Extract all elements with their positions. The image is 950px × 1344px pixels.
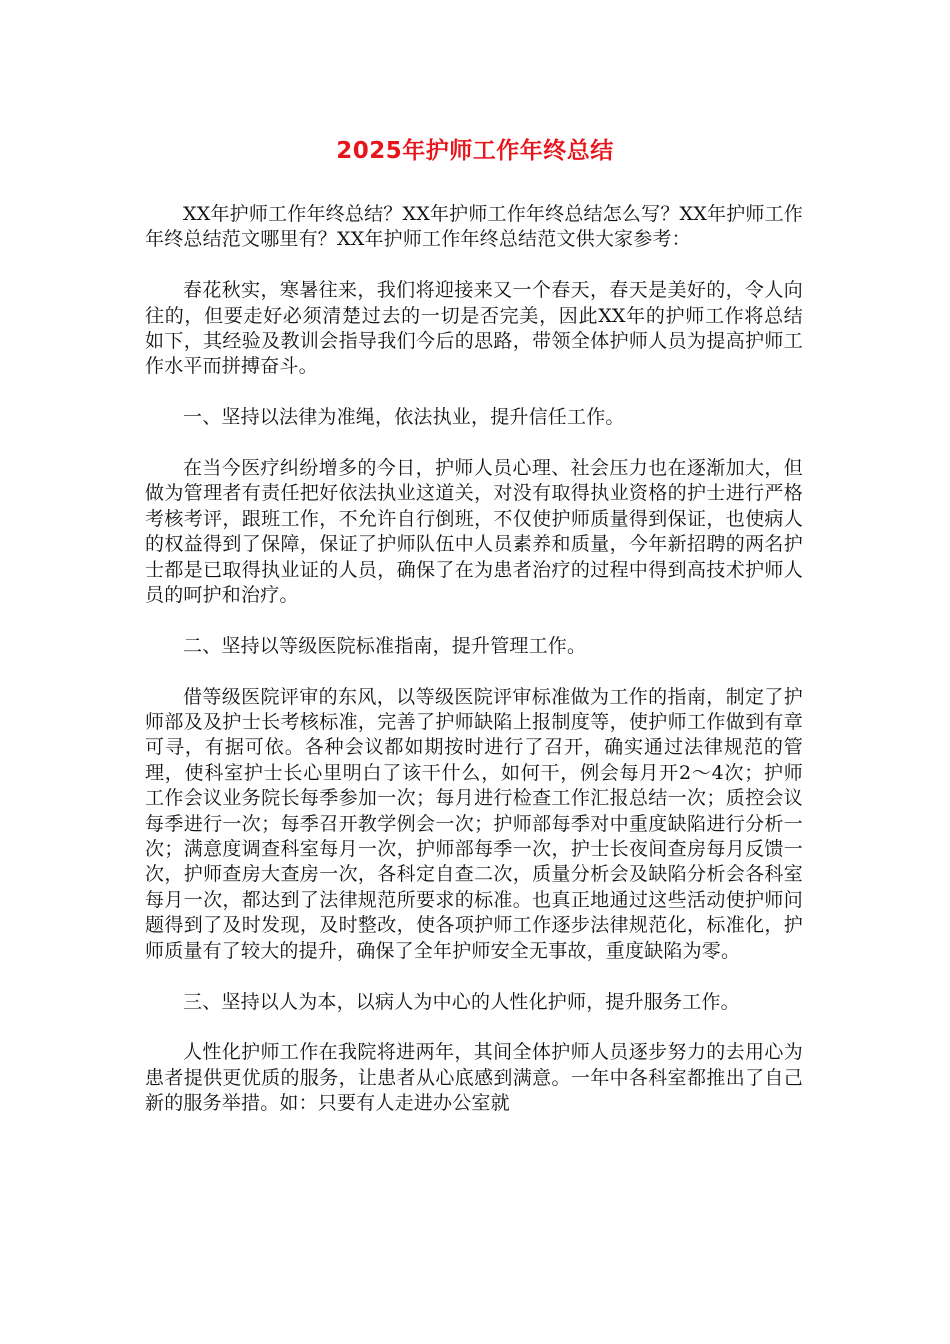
section-heading-2: 二、坚持以等级医院标准指南，提升管理工作。 (183, 634, 587, 657)
opening-paragraph: 春花秋实，寒暑往来，我们将迎接来又一个春天，春天是美好的，令人向往的，但要走好必须清楚过去的一切是否完美，因此XX年的护师工作将总结如下，其经验及教训会指导我们今后的思路，带领全体护师人员为提高护师工作水平而拼搏奋斗。 (145, 279, 803, 378)
document-title: 2025年护师工作年终总结 (336, 138, 614, 164)
intro-paragraph: XX年护师工作年终总结？XX年护师工作年终总结怎么写？XX年护师工作年终总结范文哪里有？XX年护师工作年终总结范文供大家参考： (145, 203, 803, 251)
section-2-paragraph: 借等级医院评审的东风，以等级医院评审标准做为工作的指南，制定了护师部及及护士长考核标准，完善了护师缺陷上报制度等，使护师工作做到有章可寻，有据可依。各种会议都如期按时进行了召开，确实通过法律规范的管理，使科室护士长心里明白了该干什么，如何干，例会每月开2～4次；护师工作会议业务院长每季参加一次；每月进行检查工作汇报总结一次；质控会议每季进行一次；每季召开教学例会一次；护师部每季对中重度缺陷进行分析一次；满意度调查科室每月一次，护师部每季一次，护士长夜间查房每月反馈一次，护师查房大查房一次，各科定自查二次，质量分析会及缺陷分析会各科室每月一次，都达到了法律规范所要求的标准。也真正地通过这些活动使护师问题得到了及时发现，及时整改，使各项护师工作逐步法律规范化，标准化，护师质量有了较大的提升，确保了全年护师安全无事故，重度缺陷为零。 (145, 685, 803, 962)
section-heading-1: 一、坚持以法律为准绳，依法执业，提升信任工作。 (183, 406, 625, 429)
section-3-paragraph: 人性化护师工作在我院将进两年，其间全体护师人员逐步努力的去用心为患者提供更优质的服务，让患者从心底感到满意。一年中各科室都推出了自己新的服务举措。如：只要有人走进办公室就 (145, 1041, 803, 1115)
section-heading-3: 三、坚持以人为本，以病人为中心的人性化护师，提升服务工作。 (183, 990, 740, 1013)
section-1-paragraph: 在当今医疗纠纷增多的今日，护师人员心理、社会压力也在逐渐加大，但做为管理者有责任把好依法执业这道关，对没有取得执业资格的护士进行严格考核考评，跟班工作，不允许自行倒班，不仅使护师质量得到保证，也使病人的权益得到了保障，保证了护师队伍中人员素养和质量，今年新招聘的两名护士都是已取得执业证的人员，确保了在为患者治疗的过程中得到高技术护师人员的呵护和治疗。 (145, 457, 803, 607)
document-body (145, 168, 803, 1117)
